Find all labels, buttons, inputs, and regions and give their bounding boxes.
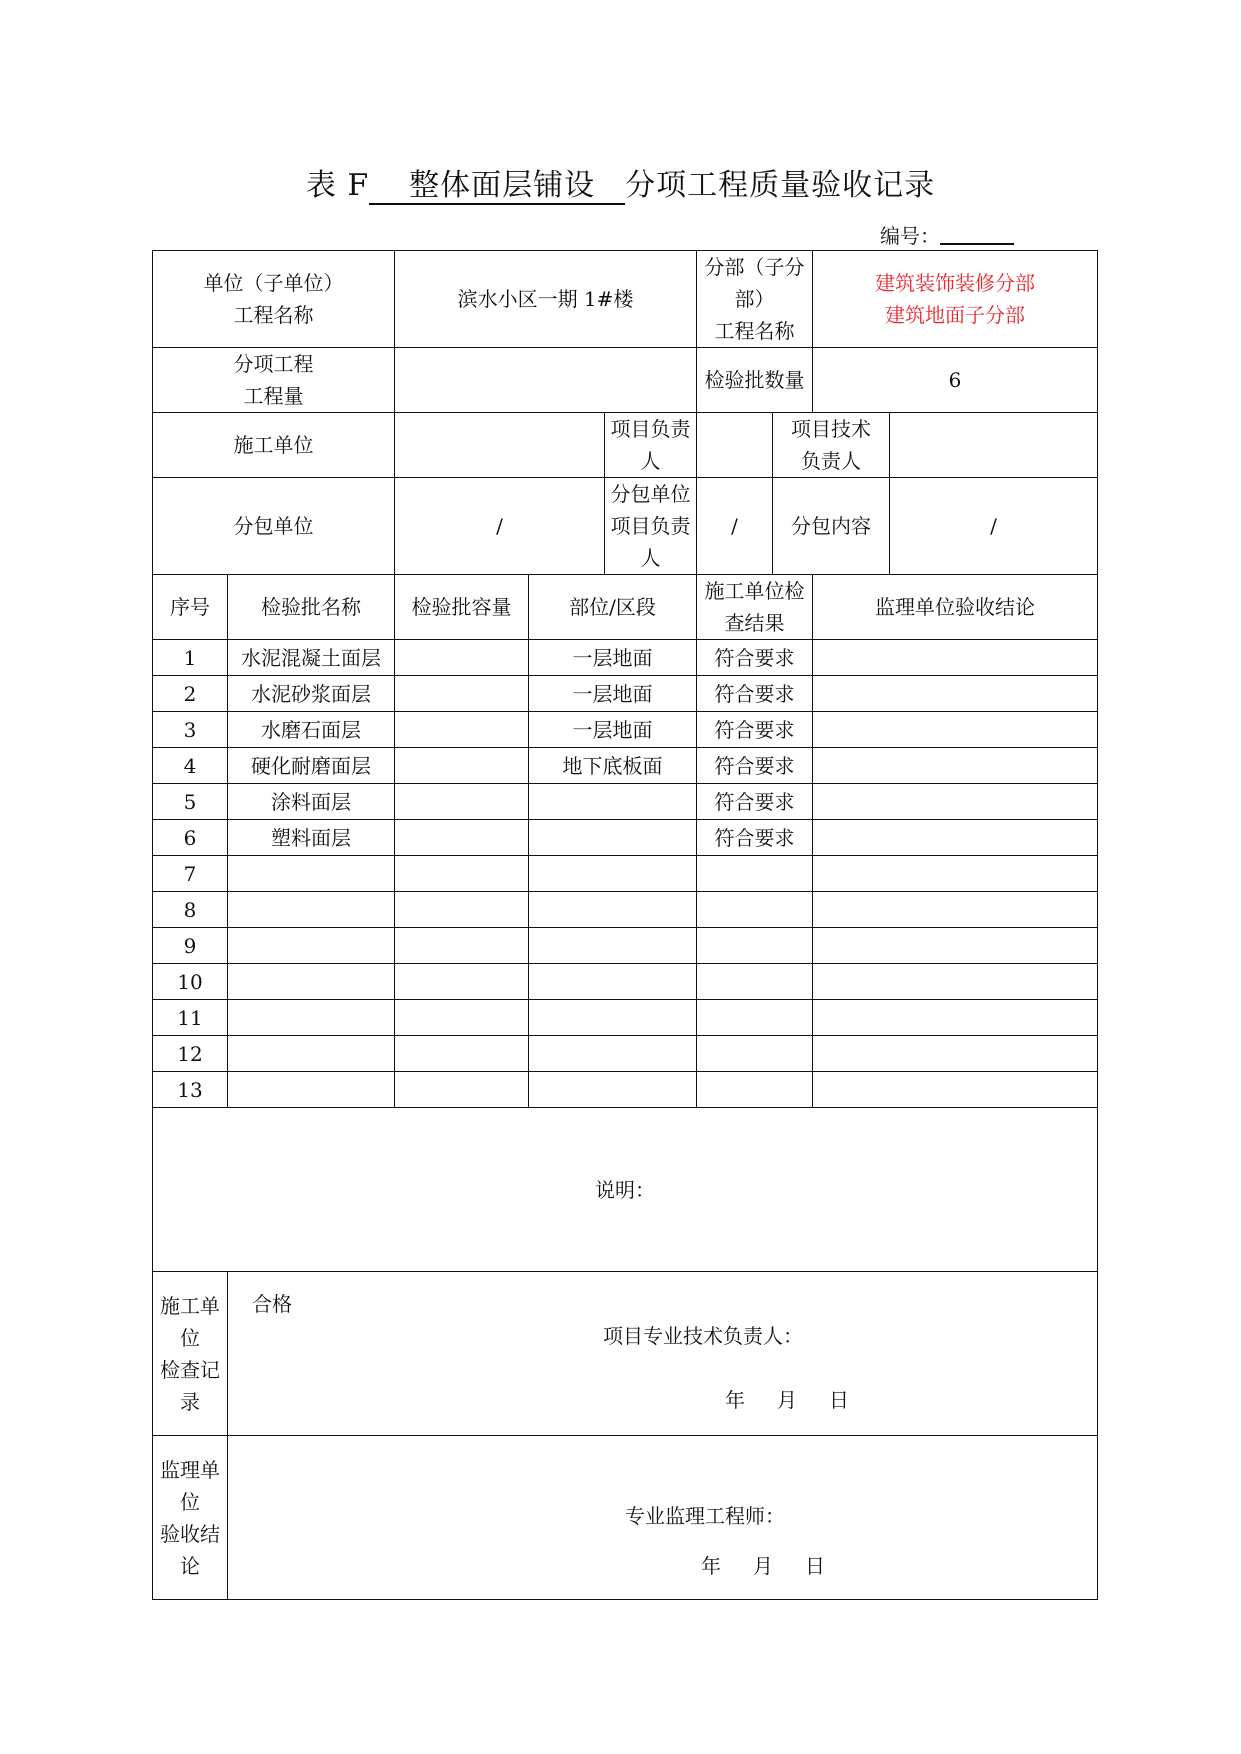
table-row bbox=[153, 712, 1098, 748]
contractor-check-label: 施工单位 检查记录 bbox=[153, 1272, 228, 1436]
row-no-cell: 2 bbox=[153, 676, 228, 712]
row-result-cell[interactable]: 符合要求 bbox=[697, 784, 813, 820]
lot-count-label-cell: 检验批数量 bbox=[697, 348, 813, 413]
row-result-cell[interactable] bbox=[697, 1072, 813, 1108]
row-result-cell[interactable] bbox=[697, 1000, 813, 1036]
row-capacity-cell[interactable] bbox=[395, 1036, 529, 1072]
row-result-cell[interactable]: 符合要求 bbox=[697, 820, 813, 856]
col-header-result: 施工单位检查结果 bbox=[697, 575, 813, 640]
row-quantity bbox=[153, 348, 1098, 413]
lot-rows bbox=[153, 640, 1098, 1108]
contractor-value-cell[interactable] bbox=[395, 413, 605, 478]
row-no-cell: 5 bbox=[153, 784, 228, 820]
row-location-cell[interactable] bbox=[529, 892, 697, 928]
col-header-name: 检验批名称 bbox=[228, 575, 395, 640]
row-no-cell: 9 bbox=[153, 928, 228, 964]
row-result-cell[interactable]: 符合要求 bbox=[697, 748, 813, 784]
table-row bbox=[153, 1036, 1098, 1072]
row-location-cell[interactable] bbox=[529, 784, 697, 820]
row-location-cell[interactable] bbox=[529, 964, 697, 1000]
row-result-cell[interactable] bbox=[697, 1036, 813, 1072]
row-capacity-cell[interactable] bbox=[395, 856, 529, 892]
row-conclusion-cell[interactable] bbox=[813, 640, 1098, 676]
row-capacity-cell[interactable] bbox=[395, 928, 529, 964]
contractor-signer-label: 项目专业技术负责人： bbox=[603, 1324, 803, 1348]
table-row bbox=[153, 640, 1098, 676]
col-header-location: 部位/区段 bbox=[529, 575, 697, 640]
row-no-cell: 4 bbox=[153, 748, 228, 784]
table-row bbox=[153, 964, 1098, 1000]
row-location-cell[interactable]: 地下底板面 bbox=[529, 748, 697, 784]
row-result-cell[interactable] bbox=[697, 892, 813, 928]
row-conclusion-cell[interactable] bbox=[813, 784, 1098, 820]
row-result-cell[interactable]: 符合要求 bbox=[697, 676, 813, 712]
note-cell[interactable] bbox=[153, 1108, 1098, 1272]
row-name-cell[interactable]: 水泥砂浆面层 bbox=[228, 676, 395, 712]
row-capacity-cell[interactable] bbox=[395, 820, 529, 856]
acceptance-form-table bbox=[152, 250, 1098, 1600]
row-conclusion-cell[interactable] bbox=[813, 1072, 1098, 1108]
row-contractor bbox=[153, 413, 1098, 478]
row-location-cell[interactable] bbox=[529, 856, 697, 892]
row-location-cell[interactable] bbox=[529, 820, 697, 856]
serial-blank[interactable] bbox=[940, 223, 1014, 245]
row-conclusion-cell[interactable] bbox=[813, 1036, 1098, 1072]
row-conclusion-cell[interactable] bbox=[813, 676, 1098, 712]
unit-name-cell[interactable]: 滨水小区一期 1#楼 bbox=[395, 251, 697, 348]
sub-pm-label-cell: 分包单位 项目负责人 bbox=[605, 478, 697, 575]
tech-lead-value-cell[interactable] bbox=[890, 413, 1098, 478]
row-supervisor-check bbox=[153, 1436, 1098, 1600]
row-no-cell: 13 bbox=[153, 1072, 228, 1108]
table-row bbox=[153, 856, 1098, 892]
row-capacity-cell[interactable] bbox=[395, 676, 529, 712]
tech-lead-label-cell: 项目技术 负责人 bbox=[773, 413, 890, 478]
row-note bbox=[153, 1108, 1098, 1272]
row-no-cell: 6 bbox=[153, 820, 228, 856]
form-title bbox=[0, 160, 1241, 205]
row-conclusion-cell[interactable] bbox=[813, 712, 1098, 748]
row-capacity-cell[interactable] bbox=[395, 784, 529, 820]
row-location-cell[interactable]: 一层地面 bbox=[529, 676, 697, 712]
row-location-cell[interactable]: 一层地面 bbox=[529, 712, 697, 748]
row-conclusion-cell[interactable] bbox=[813, 1000, 1098, 1036]
row-subcontractor bbox=[153, 478, 1098, 575]
pm-value-cell[interactable] bbox=[697, 413, 773, 478]
quantity-label-cell: 分项工程 工程量 bbox=[153, 348, 395, 413]
pm-label-cell: 项目负责人 bbox=[605, 413, 697, 478]
row-result-cell[interactable]: 符合要求 bbox=[697, 640, 813, 676]
row-capacity-cell[interactable] bbox=[395, 1000, 529, 1036]
row-name-cell[interactable] bbox=[228, 964, 395, 1000]
row-no-cell: 10 bbox=[153, 964, 228, 1000]
row-conclusion-cell[interactable] bbox=[813, 964, 1098, 1000]
row-name-cell[interactable] bbox=[228, 1000, 395, 1036]
quantity-value-cell[interactable] bbox=[395, 348, 697, 413]
serial-label: 编号： bbox=[880, 224, 940, 248]
row-location-cell[interactable]: 一层地面 bbox=[529, 640, 697, 676]
row-conclusion-cell[interactable] bbox=[813, 928, 1098, 964]
table-row bbox=[153, 676, 1098, 712]
row-result-cell[interactable] bbox=[697, 964, 813, 1000]
title-prefix: 表 F bbox=[305, 168, 370, 203]
row-no-cell: 3 bbox=[153, 712, 228, 748]
contractor-check-text: 合格 bbox=[252, 1292, 292, 1316]
table-row bbox=[153, 1000, 1098, 1036]
row-capacity-cell[interactable] bbox=[395, 1072, 529, 1108]
row-conclusion-cell[interactable] bbox=[813, 856, 1098, 892]
contractor-check-date: 年 月 日 bbox=[725, 1388, 849, 1412]
row-name-cell[interactable] bbox=[228, 856, 395, 892]
row-location-cell[interactable] bbox=[529, 1000, 697, 1036]
row-name-cell[interactable]: 水磨石面层 bbox=[228, 712, 395, 748]
contractor-label-cell: 施工单位 bbox=[153, 413, 395, 478]
row-result-cell[interactable]: 符合要求 bbox=[697, 712, 813, 748]
serial-number bbox=[880, 220, 1014, 249]
row-no-cell: 12 bbox=[153, 1036, 228, 1072]
row-unit bbox=[153, 251, 1098, 348]
supervisor-signer-label: 专业监理工程师： bbox=[625, 1504, 785, 1528]
supervisor-check-date: 年 月 日 bbox=[701, 1554, 825, 1578]
lot-count-value-cell[interactable]: 6 bbox=[813, 348, 1098, 413]
sub-label-cell: 分包单位 bbox=[153, 478, 395, 575]
row-name-cell[interactable] bbox=[228, 1036, 395, 1072]
unit-label-cell: 单位（子单位） 工程名称 bbox=[153, 251, 395, 348]
row-capacity-cell[interactable] bbox=[395, 640, 529, 676]
col-header-conclusion: 监理单位验收结论 bbox=[813, 575, 1098, 640]
row-contractor-check bbox=[153, 1272, 1098, 1436]
column-header-row bbox=[153, 575, 1098, 640]
table-row bbox=[153, 928, 1098, 964]
table-row bbox=[153, 892, 1098, 928]
contractor-check-cell[interactable] bbox=[228, 1272, 1098, 1436]
table-row bbox=[153, 1072, 1098, 1108]
row-location-cell[interactable] bbox=[529, 928, 697, 964]
row-conclusion-cell[interactable] bbox=[813, 748, 1098, 784]
row-result-cell[interactable] bbox=[697, 928, 813, 964]
row-no-cell: 1 bbox=[153, 640, 228, 676]
row-name-cell[interactable]: 水泥混凝土面层 bbox=[228, 640, 395, 676]
table-row bbox=[153, 820, 1098, 856]
row-location-cell[interactable] bbox=[529, 1072, 697, 1108]
table-row bbox=[153, 784, 1098, 820]
sub-content-value-cell[interactable]: / bbox=[890, 478, 1098, 575]
col-header-capacity: 检验批容量 bbox=[395, 575, 529, 640]
row-conclusion-cell[interactable] bbox=[813, 820, 1098, 856]
row-capacity-cell[interactable] bbox=[395, 892, 529, 928]
row-name-cell[interactable]: 硬化耐磨面层 bbox=[228, 748, 395, 784]
sub-content-label-cell: 分包内容 bbox=[773, 478, 890, 575]
row-no-cell: 7 bbox=[153, 856, 228, 892]
row-name-cell[interactable]: 涂料面层 bbox=[228, 784, 395, 820]
row-location-cell[interactable] bbox=[529, 1036, 697, 1072]
row-capacity-cell[interactable] bbox=[395, 964, 529, 1000]
row-name-cell[interactable] bbox=[228, 1072, 395, 1108]
col-header-no: 序号 bbox=[153, 575, 228, 640]
row-name-cell[interactable] bbox=[228, 892, 395, 928]
row-no-cell: 8 bbox=[153, 892, 228, 928]
row-capacity-cell[interactable] bbox=[395, 748, 529, 784]
supervisor-check-cell[interactable] bbox=[228, 1436, 1098, 1600]
row-name-cell[interactable]: 塑料面层 bbox=[228, 820, 395, 856]
supervisor-check-label: 监理单位 验收结论 bbox=[153, 1436, 228, 1600]
table-row bbox=[153, 748, 1098, 784]
division-label-cell: 分部（子分部） 工程名称 bbox=[697, 251, 813, 348]
title-suffix: 分项工程质量验收记录 bbox=[625, 168, 936, 203]
row-name-cell[interactable] bbox=[228, 928, 395, 964]
note-label: 说明： bbox=[595, 1177, 655, 1202]
row-capacity-cell[interactable] bbox=[395, 712, 529, 748]
division-name-cell[interactable]: 建筑装饰装修分部 建筑地面子分部 bbox=[813, 251, 1098, 348]
sub-value-cell[interactable]: / bbox=[395, 478, 605, 575]
row-conclusion-cell[interactable] bbox=[813, 892, 1098, 928]
row-result-cell[interactable] bbox=[697, 856, 813, 892]
title-item-name[interactable]: 整体面层铺设 bbox=[369, 169, 625, 205]
row-no-cell: 11 bbox=[153, 1000, 228, 1036]
sub-pm-value-cell[interactable]: / bbox=[697, 478, 773, 575]
